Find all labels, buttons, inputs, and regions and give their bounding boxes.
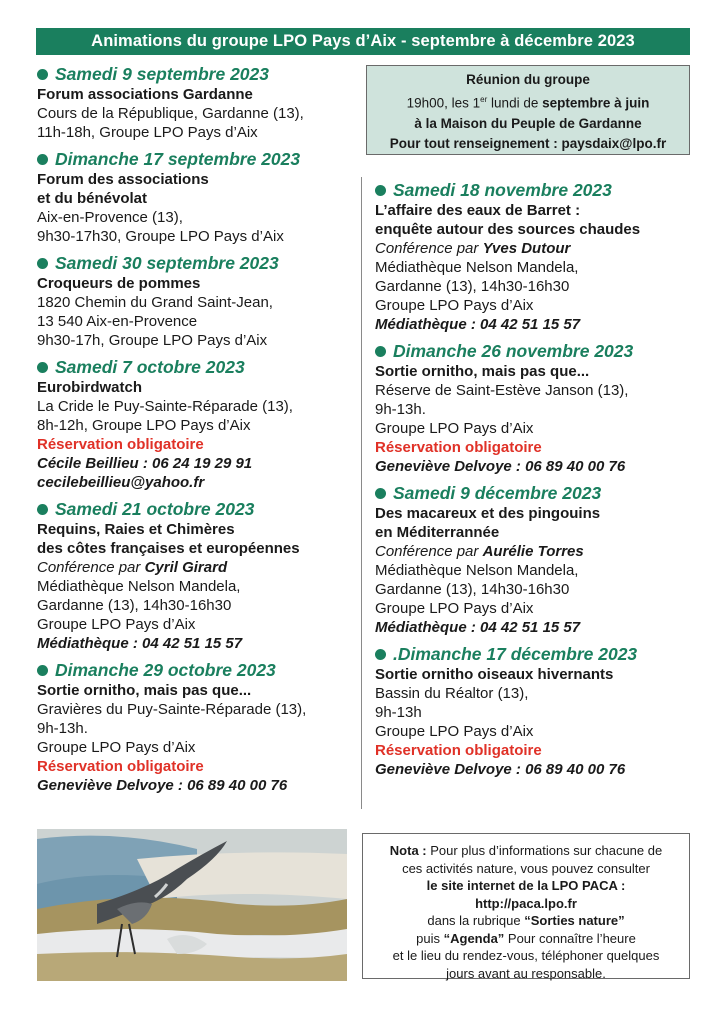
bullet-icon — [375, 488, 386, 499]
event-item — [375, 180, 695, 334]
nota-text-5: dans la rubrique — [427, 913, 525, 928]
event-date — [375, 644, 695, 665]
bullet-icon — [37, 69, 48, 80]
event-speaker — [375, 542, 695, 561]
event-detail: 1820 Chemin du Grand Saint-Jean, — [37, 294, 273, 311]
speaker-prefix: Conférence par — [37, 559, 145, 576]
event-detail: 9h-13h — [375, 704, 422, 721]
event-detail: La Cride le Puy-Sainte-Réparade (13), — [37, 398, 293, 415]
event-title: des côtes françaises et européennes — [37, 540, 300, 557]
meeting-contact: Pour tout renseignement : paysdaix@lpo.fr — [389, 135, 667, 151]
event-detail: Groupe LPO Pays d’Aix — [37, 616, 196, 633]
event-detail: 9h-13h. — [37, 720, 88, 737]
nota-line-1 — [363, 842, 689, 860]
event-detail: Gardanne (13), 14h30-16h30 — [375, 581, 570, 598]
event-item — [37, 499, 362, 653]
event-contact: Médiathèque : 04 42 51 15 57 — [37, 635, 243, 652]
event-item — [37, 357, 362, 492]
speaker-name: Yves Dutour — [482, 240, 571, 257]
event-title: enquête autour des sources chaudes — [375, 221, 641, 238]
event-date-text: Dimanche 26 novembre 2023 — [393, 341, 634, 361]
event-detail: 9h-13h. — [375, 401, 426, 418]
event-detail: Groupe LPO Pays d’Aix — [375, 420, 534, 437]
event-date — [375, 483, 695, 504]
bullet-icon — [375, 649, 386, 660]
event-detail: 9h30-17h, Groupe LPO Pays d’Aix — [37, 332, 268, 349]
event-date-text: Samedi 18 novembre 2023 — [393, 180, 612, 200]
event-title: Des macareux et des pingouins — [375, 505, 601, 522]
event-detail: Aix-en-Provence (13), — [37, 209, 183, 226]
event-detail: Groupe LPO Pays d’Aix — [375, 297, 534, 314]
speaker-prefix: Conférence par — [375, 543, 483, 560]
nota-website-link[interactable]: http://paca.lpo.fr — [475, 895, 577, 911]
event-date-text: Samedi 21 octobre 2023 — [55, 499, 255, 519]
event-title: et du bénévolat — [37, 190, 148, 207]
heron-illustration — [37, 829, 347, 981]
meeting-schedule — [367, 90, 689, 114]
bullet-icon — [37, 258, 48, 269]
event-item — [37, 149, 362, 246]
event-date — [375, 180, 695, 201]
events-column-right — [375, 180, 695, 786]
event-title: Sortie ornitho, mais pas que... — [37, 682, 252, 699]
event-detail: Cours de la République, Gardanne (13), — [37, 105, 304, 122]
speaker-name: Aurélie Torres — [482, 543, 584, 560]
nota-line-3: le site internet de la LPO PACA : — [426, 878, 626, 893]
events-column-left — [37, 64, 362, 802]
event-detail: Gardanne (13), 14h30-16h30 — [37, 597, 232, 614]
event-title: Forum associations Gardanne — [37, 86, 253, 103]
event-date — [37, 660, 362, 681]
meeting-place: à la Maison du Peuple de Gardanne — [414, 115, 642, 131]
event-contact: Geneviève Delvoye : 06 89 40 00 76 — [375, 458, 626, 475]
nota-label: Nota : — [389, 843, 427, 858]
meeting-title: Réunion du groupe — [466, 72, 590, 87]
nota-section-sorties: “Sorties nature” — [524, 913, 625, 928]
event-detail: 13 540 Aix-en-Provence — [37, 313, 198, 330]
event-date-text: Samedi 7 octobre 2023 — [55, 357, 245, 377]
meeting-period: septembre à juin — [542, 95, 650, 111]
event-title: Sortie ornitho oiseaux hivernants — [375, 666, 614, 683]
bullet-icon — [37, 154, 48, 165]
event-contact: Médiathèque : 04 42 51 15 57 — [375, 619, 581, 636]
event-detail: Groupe LPO Pays d’Aix — [375, 723, 534, 740]
event-date-text: Dimanche 29 octobre 2023 — [55, 660, 276, 680]
event-date — [37, 149, 362, 170]
event-title: Sortie ornitho, mais pas que... — [375, 363, 590, 380]
heron-photo — [37, 829, 347, 981]
event-title: en Méditerrannée — [375, 524, 500, 541]
event-detail: Médiathèque Nelson Mandela, — [37, 578, 241, 595]
page-title: Animations du groupe LPO Pays d’Aix - septembre à décembre 2023 — [91, 32, 635, 50]
nota-text-6a: puis — [416, 930, 444, 946]
event-item — [375, 341, 695, 476]
reservation-notice: Réservation obligatoire — [375, 439, 542, 456]
event-title: Croqueurs de pommes — [37, 275, 201, 292]
bullet-icon — [375, 185, 386, 196]
meeting-info-box — [366, 65, 690, 155]
event-date-text: .Dimanche 17 décembre 2023 — [393, 644, 638, 664]
nota-box — [362, 833, 690, 979]
event-date — [375, 341, 695, 362]
event-date — [37, 357, 362, 378]
meeting-weekday: lundi de — [487, 95, 543, 111]
event-detail: Groupe LPO Pays d’Aix — [37, 739, 196, 756]
event-date-text: Samedi 9 septembre 2023 — [55, 64, 270, 84]
nota-line-7: et le lieu du rendez-vous, téléphoner quelques — [392, 948, 660, 963]
meeting-time: 19h00, les 1 — [406, 95, 481, 111]
speaker-name: Cyril Girard — [144, 559, 228, 576]
event-date — [37, 499, 362, 520]
speaker-prefix: Conférence par — [375, 240, 483, 257]
event-detail: Gardanne (13), 14h30-16h30 — [375, 278, 570, 295]
event-item — [375, 644, 695, 779]
event-detail: Médiathèque Nelson Mandela, — [375, 562, 579, 579]
event-date-text: Dimanche 17 septembre 2023 — [55, 149, 301, 169]
event-title: Requins, Raies et Chimères — [37, 521, 235, 538]
bullet-icon — [375, 346, 386, 357]
nota-line-8: jours avant au responsable. — [446, 965, 606, 981]
nota-section-agenda: “Agenda” — [443, 930, 505, 946]
event-item — [37, 660, 362, 795]
event-date — [37, 253, 362, 274]
event-contact: cecilebeillieu@yahoo.fr — [37, 474, 205, 491]
reservation-notice: Réservation obligatoire — [375, 742, 542, 759]
reservation-notice: Réservation obligatoire — [37, 758, 204, 775]
nota-text-1: Pour plus d’informations sur chacune de — [426, 843, 663, 858]
nota-text-6b: Pour connaître l’heure — [504, 930, 636, 946]
event-date — [37, 64, 362, 85]
event-contact: Geneviève Delvoye : 06 89 40 00 76 — [37, 777, 288, 794]
event-item — [37, 253, 362, 350]
event-contact: Cécile Beillieu : 06 24 19 29 91 — [37, 455, 253, 472]
event-detail: Groupe LPO Pays d’Aix — [375, 600, 534, 617]
reservation-notice: Réservation obligatoire — [37, 436, 204, 453]
event-item — [37, 64, 362, 142]
event-title: Forum des associations — [37, 171, 209, 188]
column-divider — [361, 177, 362, 809]
event-detail: 9h30-17h30, Groupe LPO Pays d’Aix — [37, 228, 284, 245]
event-detail: Médiathèque Nelson Mandela, — [375, 259, 579, 276]
event-date-text: Samedi 30 septembre 2023 — [55, 253, 279, 273]
event-speaker — [37, 558, 362, 577]
event-date-text: Samedi 9 décembre 2023 — [393, 483, 602, 503]
header-banner — [36, 28, 690, 55]
nota-line-6 — [363, 930, 689, 948]
event-detail: Réserve de Saint-Estève Janson (13), — [375, 382, 629, 399]
event-detail: Bassin du Réaltor (13), — [375, 685, 529, 702]
nota-line-2: ces activités nature, vous pouvez consulter — [402, 860, 650, 876]
event-item — [375, 483, 695, 637]
event-contact: Geneviève Delvoye : 06 89 40 00 76 — [375, 761, 626, 778]
event-detail: Gravières du Puy-Sainte-Réparade (13), — [37, 701, 307, 718]
event-speaker — [375, 239, 695, 258]
event-title: Eurobirdwatch — [37, 379, 143, 396]
bullet-icon — [37, 504, 48, 515]
bullet-icon — [37, 665, 48, 676]
bullet-icon — [37, 362, 48, 373]
meeting-ordinal: er — [480, 95, 488, 104]
event-detail: 11h-18h, Groupe LPO Pays d’Aix — [37, 124, 258, 141]
event-detail: 8h-12h, Groupe LPO Pays d’Aix — [37, 417, 251, 434]
event-contact: Médiathèque : 04 42 51 15 57 — [375, 316, 581, 333]
event-title: L’affaire des eaux de Barret : — [375, 202, 581, 219]
nota-line-5 — [363, 912, 689, 930]
